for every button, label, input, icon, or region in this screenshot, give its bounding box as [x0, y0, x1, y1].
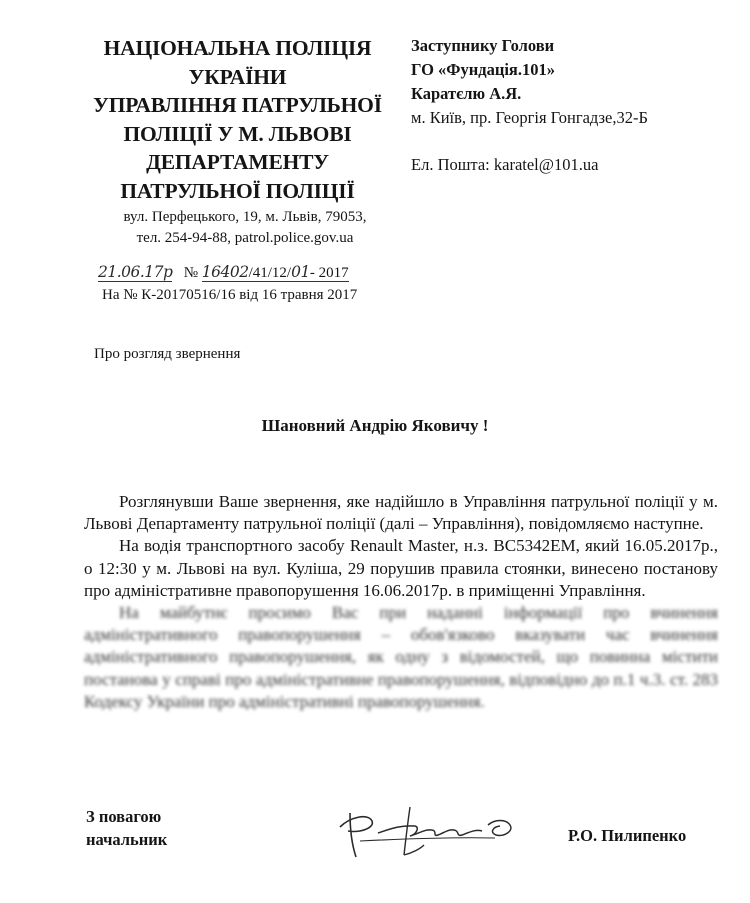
- closing-position: начальник: [86, 830, 168, 849]
- signature-image: [320, 795, 540, 865]
- outgoing-date: 21.06.17р: [98, 263, 173, 281]
- salutation: Шановний Андрію Яковичу !: [261, 416, 489, 435]
- outgoing-number: [98, 262, 398, 283]
- org-line: НАЦІОНАЛЬНА ПОЛІЦІЯ: [103, 36, 372, 60]
- incoming-reference: На № К-20170516/16 від 16 травня 2017: [102, 287, 358, 303]
- outgoing-number-year: - 2017: [309, 265, 349, 281]
- addressee-organization: ГО «Фундація.101»: [411, 60, 555, 79]
- number-sign: №: [183, 265, 199, 281]
- address-line: вул. Перфецького, 19, м. Львів, 79053,: [123, 209, 367, 225]
- outgoing-number-handwritten: 16402: [201, 263, 249, 281]
- contact-line: тел. 254-94-88, patrol.police.gov.ua: [136, 230, 354, 246]
- outgoing-number-handwritten-2: 01: [291, 263, 310, 281]
- body-paragraph: На водія транспортного засобу Renault Master, н.з. ВС5342ЕМ, який 16.05.2017р., о 12:30 у м. Львові на вул. Куліша, 29 порушив правила стоянки, винесено постанову про адміністративне правопорушення 16.06.2017р. в приміщенні Управління.: [84, 536, 718, 600]
- addressee-block: [411, 34, 731, 177]
- org-line: УКРАЇНИ: [188, 64, 287, 89]
- letter-subject: Про розгляд звернення: [94, 346, 241, 362]
- org-line: ДЕПАРТАМЕНТУ: [146, 150, 329, 175]
- org-line: УПРАВЛІННЯ ПАТРУЛЬНОЇ: [93, 93, 382, 118]
- body-paragraph: Розглянувши Ваше звернення, яке надійшло в Управління патрульної поліції у м. Львові Департаменту патрульної поліції (далі – Управління), повідомляємо наступне.: [84, 492, 718, 534]
- addressee-email: Ел. Пошта: karatel@101.ua: [411, 155, 599, 174]
- closing-block: [86, 805, 167, 851]
- closing-regards: З повагою: [86, 807, 162, 826]
- body-paragraph-blurred: На майбутнє просимо Вас при наданні інформації про вчинення адміністративного правопорушення – обов'язково вказувати час вчинення адміністративного правопорушення, як одну з відомостей, що повинна містити постанова у справі про адміністративне правопорушення, відповідно до п.1 ч.3. ст. 283 Кодексу України про адміністративні правопорушення.: [84, 603, 718, 711]
- addressee-title: Заступнику Голови: [411, 36, 555, 55]
- org-line: ПАТРУЛЬНОЇ ПОЛІЦІЇ: [120, 178, 355, 203]
- addressee-name: Каратєлю А.Я.: [411, 84, 522, 103]
- outgoing-number-middle: /41/12/: [248, 265, 292, 281]
- organization-header: [60, 34, 415, 206]
- signer-name: Р.О. Пилипенко: [568, 826, 687, 845]
- letter-body: [84, 491, 718, 713]
- organization-address: [60, 207, 430, 249]
- org-line: ПОЛІЦІЇ У М. ЛЬВОВІ: [123, 121, 352, 146]
- addressee-address: м. Київ, пр. Георгія Гонгадзе,32-Б: [411, 108, 648, 127]
